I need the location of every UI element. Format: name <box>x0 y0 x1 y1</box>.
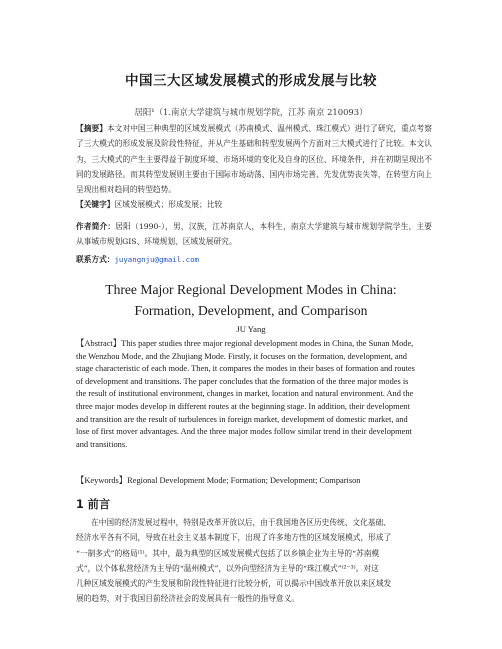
keywords-label: 【关键字】 <box>76 200 115 209</box>
author-info-label: 作者简介： <box>76 222 116 231</box>
section-heading: 1 前言 <box>76 498 111 511</box>
english-abstract-line: 【Abstract】This paper studies three major regional development modes in China, the Sunan Mode, <box>76 339 414 348</box>
body-line: 经济水平各有不同，导致在社会主义基本制度下，出现了许多地方性的区域发展模式，形成了 <box>76 533 392 543</box>
abstract-label: 【摘要】 <box>76 124 107 133</box>
contact-email-link[interactable]: juyangnju@gmail.com <box>114 255 199 264</box>
contact-info <box>76 252 432 267</box>
body-line: 在中国的经济发展过程中，特别是改革开放以后，由于我国地各区历史传统、文化基础、 <box>91 518 391 527</box>
english-abstract-line: and transition are the result of turbulences in foreign market, development of domestic market, and <box>76 414 408 424</box>
author-info <box>76 219 432 250</box>
body-line: “一制多式”的格局⁽¹⁾。其中，最为典型的区域发展模式包括了以乡镇企业为主导的“苏南模 <box>76 548 380 558</box>
body-line: 展的趋势，对于我国目前经济社会的发展具有一般性的指导意义。 <box>76 594 299 604</box>
english-title-line-2: Formation, Development, and Comparison <box>134 303 368 318</box>
english-abstract-line: lose of first mover advantages. And the three major modes follow similar trend in their development <box>76 427 412 437</box>
chinese-title: 中国三大区域发展模式的形成发展与比较 <box>125 73 377 89</box>
abstract-text: 本文对中国三种典型的区域发展模式（苏南模式、温州模式、珠江模式）进行了研究，重点考察了三大模式的形成发展及阶段性特征，并从产生基础和转型发展两个方面对三大模式进行了比较。本文认为，三大模式的产生主要得益于制度环境、市场环境的变化及自身的区位、环境条件，并在初期呈现出不同的发展路径。而其转型发展则主要由于国际市场动荡、国内市场完善、先发优势丧失等，在转型方向上呈现出相对趋同的转型趋势。 <box>76 124 432 195</box>
english-keywords: 【Keywords】Regional Development Mode; Formation; Development; Comparison <box>76 476 361 485</box>
chinese-author-affiliation: 居阳¹（1.南京大学建筑与城市规划学院，江苏 南京 210093） <box>134 107 368 117</box>
contact-label: 联系方式： <box>76 255 115 264</box>
english-title <box>0 279 502 321</box>
english-abstract-line: and transitions. <box>76 439 128 449</box>
english-author: JU Yang <box>236 324 266 334</box>
english-title-line-1: Three Major Regional Development Modes in China: <box>105 282 397 297</box>
chinese-keywords <box>76 197 432 212</box>
chinese-abstract <box>76 121 432 197</box>
english-abstract-line: three major modes develop in different routes at the beginning stage. In addition, their development <box>76 401 410 411</box>
english-abstract-line: of development and transitions. The paper concludes that the formation of the three major modes is <box>76 376 409 386</box>
body-line: 式”，以个体私营经济为主导的“温州模式”，以外向型经济为主导的“珠江模式”⁽²⁻³⁾。对这 <box>76 563 379 573</box>
section-body <box>76 515 432 607</box>
keywords-text: 区域发展模式；形成发展；比较 <box>114 200 223 209</box>
english-abstract <box>76 338 434 451</box>
english-abstract-line: the result of institutional environment, changes in market, location and natural environment. And the <box>76 389 414 399</box>
author-info-text: 居阳（1990-），男，汉族，江苏南京人，本科生，南京大学建筑与城市规划学院学生，主要从事城市规划GIS、环境规划、区域发展研究。 <box>76 222 432 247</box>
body-line: 几种区域发展模式的产生发展和阶段性特征进行比较分析，可以揭示中国改革开放以来区域发 <box>76 579 392 589</box>
english-abstract-line: the Wenzhou Mode, and the Zhujiang Mode. Firstly, it focuses on the formation, development, and <box>76 351 407 361</box>
english-abstract-line: stage characteristic of each mode. Then, it compares the modes in their bases of formation and routes <box>76 364 415 374</box>
